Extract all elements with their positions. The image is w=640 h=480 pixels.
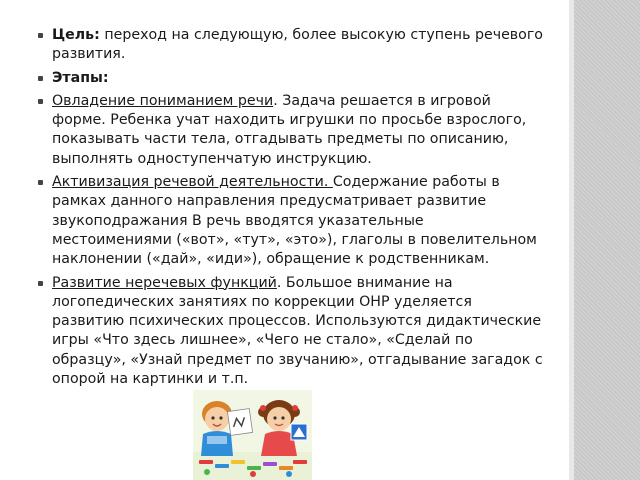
bullet-icon bbox=[38, 99, 43, 104]
bullet-stage-1 bbox=[38, 92, 543, 169]
bullet-stage-2 bbox=[38, 173, 543, 269]
stage-1-title: Овладение пониманием речи bbox=[52, 92, 274, 109]
bullet-icon bbox=[38, 281, 43, 286]
decorative-side-band bbox=[569, 0, 640, 480]
stage-3-title: Развитие неречевых функций bbox=[52, 274, 277, 291]
bullet-stage-3 bbox=[38, 274, 543, 390]
children-playing-illustration bbox=[193, 390, 312, 480]
stage-2-text: Содержание работы в рамках данного направления предусматривает развитие звукоподражания В речь вводятся указательные местоимениями («вот», «тут», «это»), глаголы в повелительном наклонении («дай», «иди»), обращение к родственникам. bbox=[52, 174, 537, 268]
stage-3-text: . Большое внимание на логопедических занятиях по коррекции ОНР уделяется развитию психических процессов. Используются дидактические игры «Что здесь лишнее», «Чего не стало», «Сделай по образцу», «Узнай предмет по звучанию», отгадывание загадок с опорой на картинки и т.п. bbox=[52, 274, 543, 388]
bullet-icon bbox=[38, 180, 43, 185]
bullet-goal bbox=[38, 26, 543, 65]
goal-label: Цель: bbox=[52, 27, 100, 43]
bullet-icon bbox=[38, 33, 43, 38]
bullet-stages bbox=[38, 69, 543, 88]
stages-label: Этапы: bbox=[52, 69, 109, 86]
goal-text: переход на следующую, более высокую ступень речевого развития. bbox=[52, 27, 543, 63]
bullet-icon bbox=[38, 76, 43, 81]
stage-2-title: Активизация речевой деятельности. bbox=[52, 174, 333, 191]
bullet-list bbox=[38, 26, 543, 393]
side-band-edge bbox=[569, 0, 574, 480]
stage-1-text: . Задача решается в игровой форме. Ребенка учат находить игрушки по просьбе взрослого, показывать части тела, отгадывать предметы по описанию, выполнять одноступенчатую инструкцию. bbox=[52, 92, 527, 167]
